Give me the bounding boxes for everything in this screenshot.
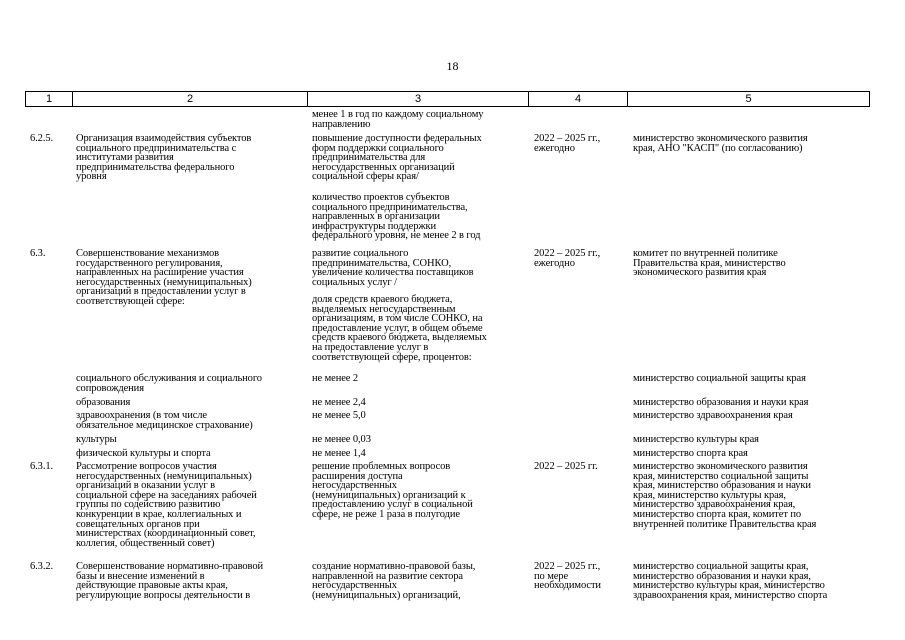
event-description-b14: социального обслуживания и социального сопровождения bbox=[76, 373, 262, 394]
event-description-b30: Рассмотрение вопросов участия негосударственных (немуниципальных) организаций в оказании услуг в социальной сфере на заседаниях рабочей группы по содействию развитию конкуренции в крае, коллегиальных и совещательных органов при министерствах (координационный совет, коллегия, общественный совет) bbox=[76, 461, 257, 549]
responsible-text-b22: министерство здравоохранения края bbox=[633, 410, 793, 421]
indicator-text-b01: менее 1 в год по каждому социальному направлению bbox=[312, 109, 484, 130]
event-description-b20: здравоохранения (в том числе обязательное медицинское страхование) bbox=[76, 410, 253, 431]
indicator-text-b27: не менее 1,4 bbox=[312, 448, 366, 459]
responsible-text-b33: министерство экономического развития края, министерство социальной защиты края, министерство образования и науки края, министерство культуры края, министерство здравоохранения края, министерство спорта края, комитет по внутренней политике Правительства края bbox=[633, 461, 817, 530]
indicator-text-b07: количество проектов субъектов социального предпринимательства, направленных в организации инфраструктуры поддержки федерального уровня, не менее 2 в год bbox=[312, 192, 481, 242]
event-description-b35: Совершенствование нормативно-правовой базы и внесение изменений в действующие правовые акты края, регулирующие вопросы деятельности в bbox=[76, 561, 263, 601]
responsible-text-b06: министерство экономического развития края, АНО "КАСП" (по согласованию) bbox=[633, 133, 808, 154]
indicator-text-b13: доля средств краевого бюджета, выделяемых негосударственным организациям, в том числе СОНКО, на предоставление услуг, в общем объеме средств краевого бюджета, выделяемых на предоставление услуг в соответствующей сфере, процентов: bbox=[312, 294, 487, 363]
responsible-text-b25: министерство культуры края bbox=[633, 434, 759, 445]
item-number-b29: 6.3.1. bbox=[30, 461, 54, 472]
responsible-text-b38: министерство социальной защиты края, министерство образования и науки края, министерство культуры края, министерство здравоохранения края, министерство спорта bbox=[633, 561, 828, 601]
responsible-text-b19: министерство образования и науки края bbox=[633, 397, 809, 408]
indicator-text-b31: решение проблемных вопросов расширения доступа негосударственных (немуниципальных) организаций к предоставлению услуг в социальной сфере, не реже 1 раза в полугодие bbox=[312, 461, 473, 520]
indicator-text-b04: повышение доступности федеральных форм поддержки социального предпринимательства для негосударственных организаций социальной сферы края/ bbox=[312, 133, 482, 183]
event-description-b17: образования bbox=[76, 397, 131, 408]
indicator-text-b21: не менее 5,0 bbox=[312, 410, 366, 421]
event-description-b09: Совершенствование механизмов государственного регулирования, направленных на расширение участия негосударственных (немуниципальных) организаций в предоставлении услуг в соответствующей сфере: bbox=[76, 248, 252, 307]
indicator-text-b24: не менее 0,03 bbox=[312, 434, 371, 445]
header-col-3: 3 bbox=[308, 92, 529, 106]
item-number-b08: 6.3. bbox=[30, 248, 46, 259]
indicator-text-b10: развитие социального предпринимательства, СОНКО, увеличение количества поставщиков социальных услуг / bbox=[312, 248, 474, 288]
responsible-text-b12: комитет по внутренней политике Правительства края, министерство экономического развития края bbox=[633, 248, 786, 279]
header-col-1: 1 bbox=[26, 92, 73, 106]
event-description-b03: Организация взаимодействия субъектов социального предпринимательства с институтами развития предпринимательства федерального уровня bbox=[76, 133, 252, 183]
event-description-b26: физической культуры и спорта bbox=[76, 448, 211, 459]
deadline-text-b32: 2022 – 2025 гг. bbox=[534, 461, 598, 472]
header-col-4: 4 bbox=[529, 92, 628, 106]
responsible-text-b16: министерство социальной защиты края bbox=[633, 373, 806, 384]
item-number-b02: 6.2.5. bbox=[30, 133, 54, 144]
indicator-text-b15: не менее 2 bbox=[312, 373, 359, 384]
header-col-2: 2 bbox=[73, 92, 308, 106]
table-header-row bbox=[25, 91, 870, 107]
event-description-b23: культуры bbox=[76, 434, 117, 445]
deadline-text-b11: 2022 – 2025 гг., ежегодно bbox=[534, 248, 601, 269]
page-number: 18 bbox=[446, 59, 459, 73]
responsible-text-b28: министерство спорта края bbox=[633, 448, 748, 459]
deadline-text-b37: 2022 – 2025 гг., по мере необходимости bbox=[534, 561, 601, 592]
deadline-text-b05: 2022 – 2025 гг., ежегодно bbox=[534, 133, 601, 154]
indicator-text-b18: не менее 2,4 bbox=[312, 397, 366, 408]
indicator-text-b36: создание нормативно-правовой базы, направленной на развитие сектора негосударственных (немуниципальных) организаций, bbox=[312, 561, 476, 601]
header-col-5: 5 bbox=[745, 93, 752, 105]
item-number-b34: 6.3.2. bbox=[30, 561, 54, 572]
